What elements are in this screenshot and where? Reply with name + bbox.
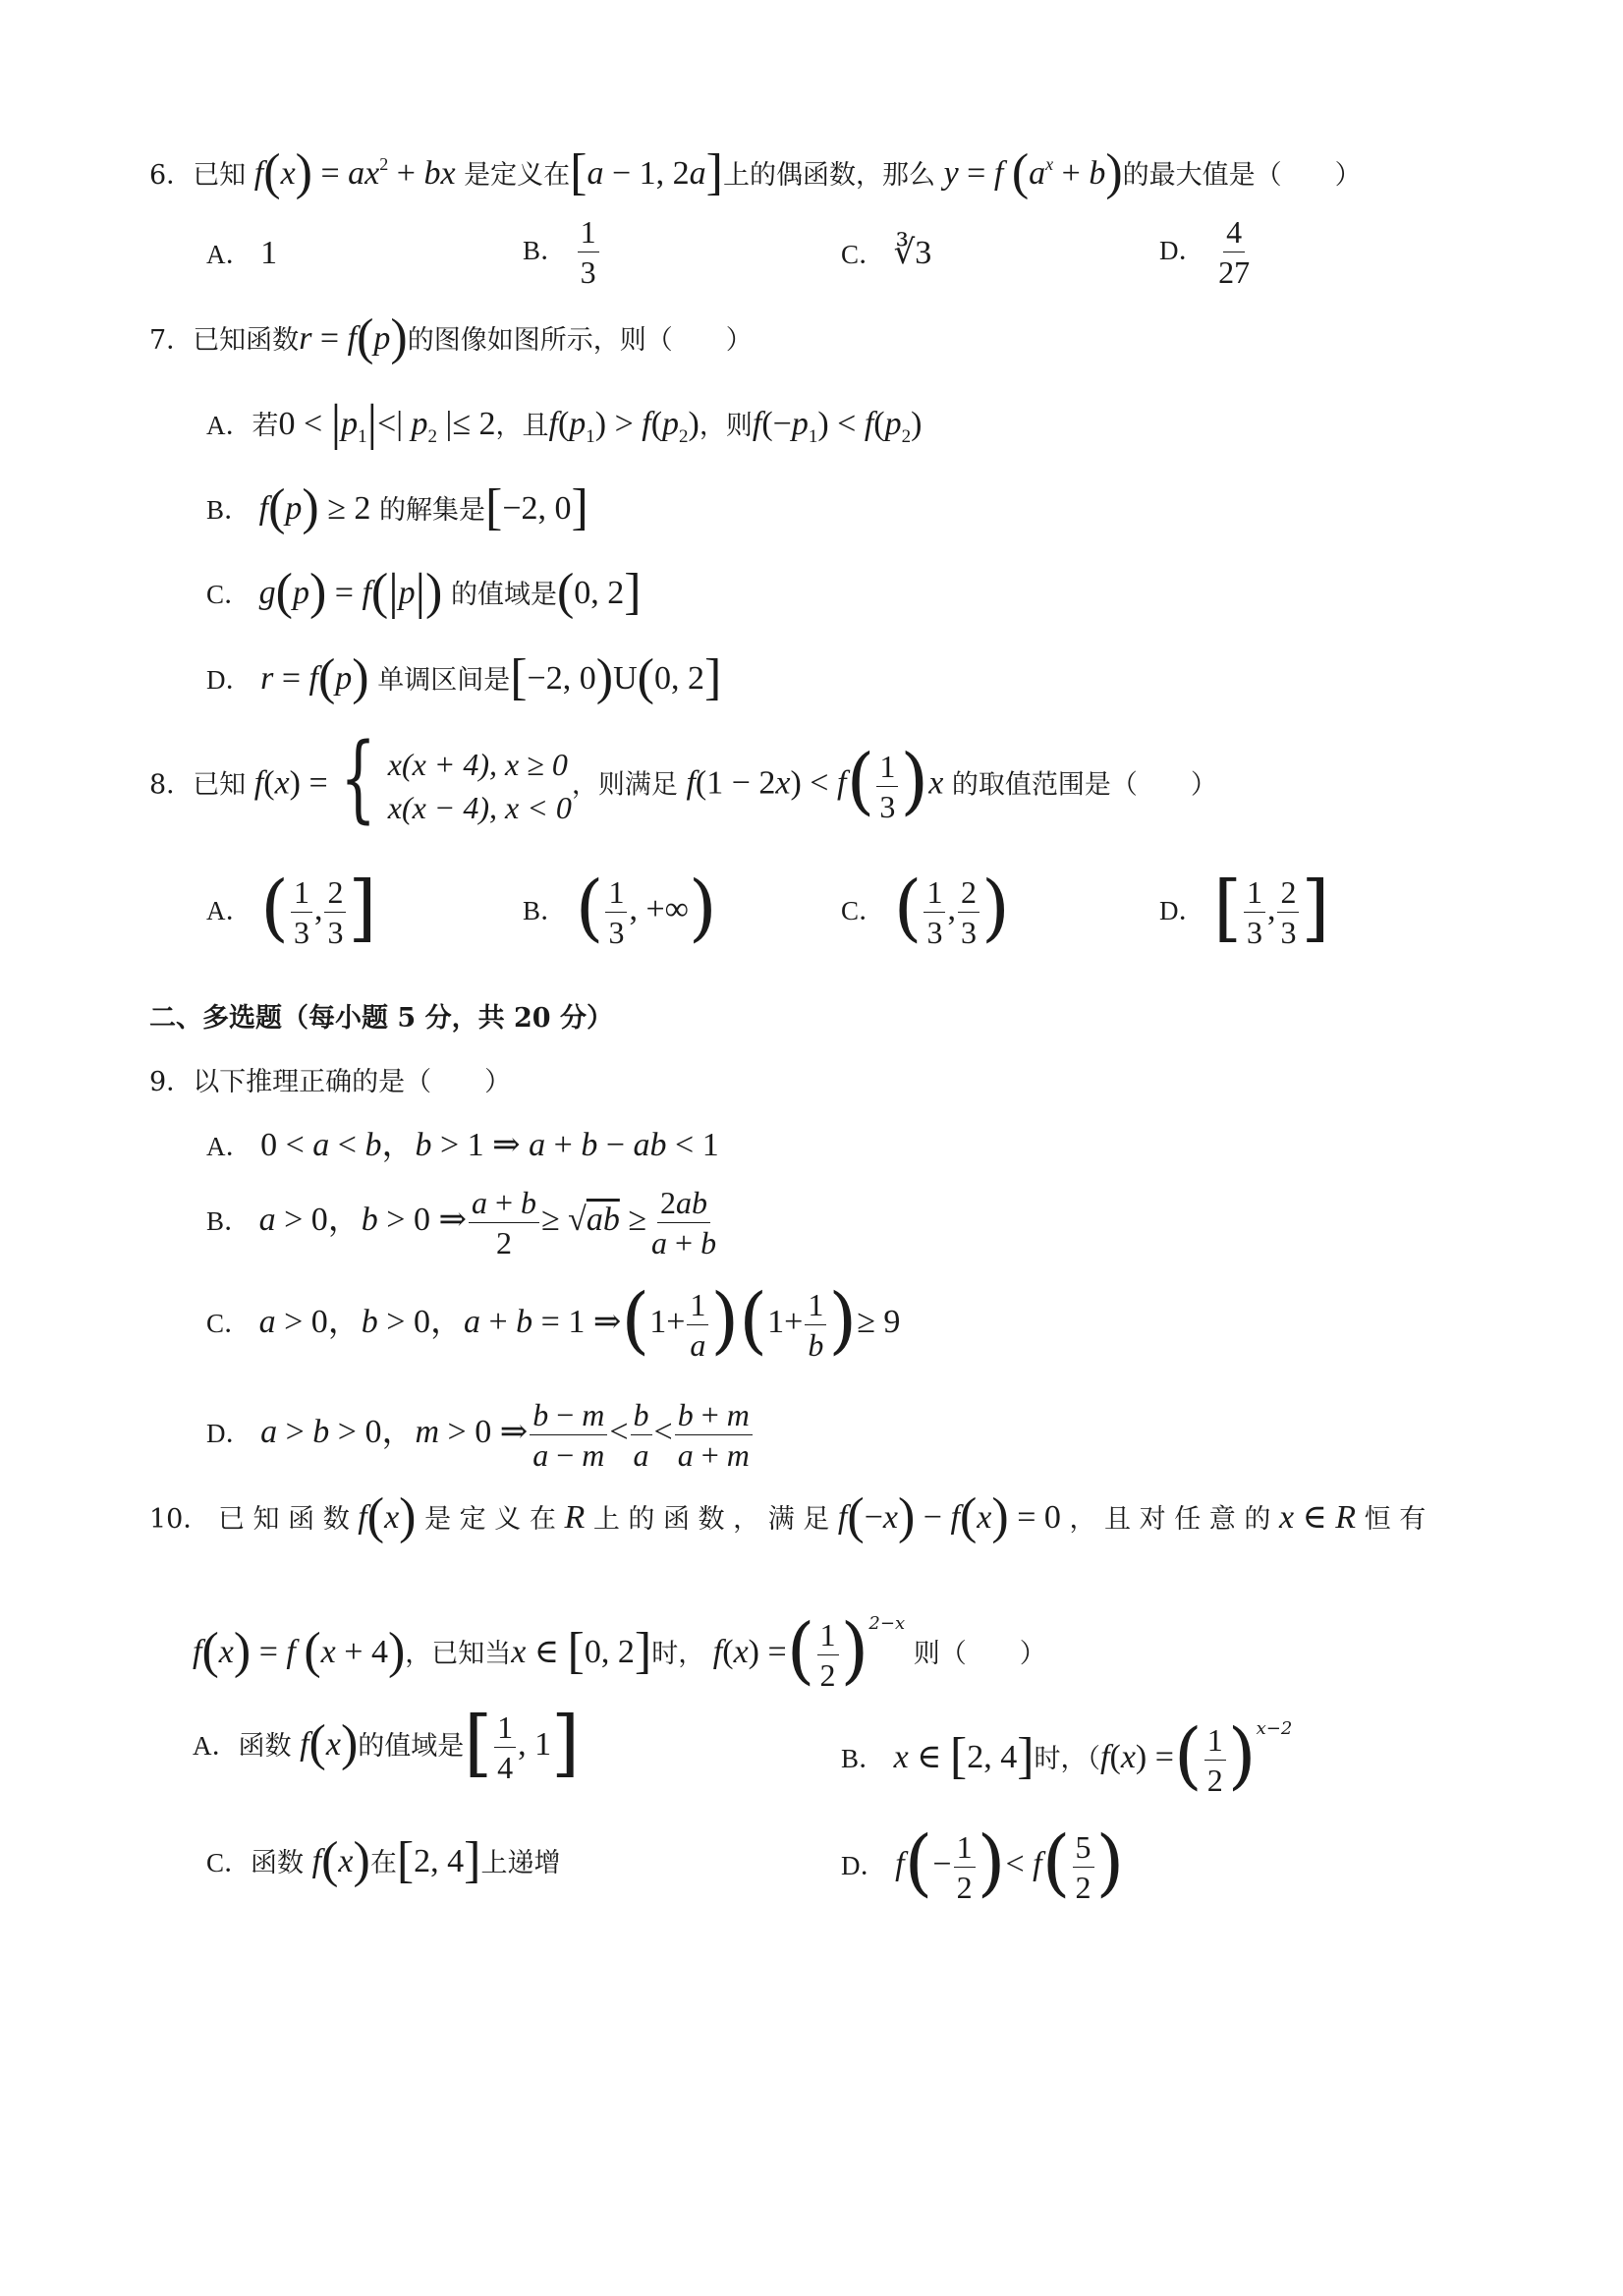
q8-option-b: B． ( $\frac{1}{3}$ , +∞) xyxy=(523,865,717,950)
q7-option-d: D． r = f(p) 单调区间是[−2, 0)U(0, 2] xyxy=(206,649,722,706)
q10-stem-line1: 10． 已 知 函 数 f(x) 是 定 义 在 R 上 的 函 数 ， 满 足 f(−x) − f(x) = 0 ， 且 对 任 意 的 x ∈ R 恒 有 xyxy=(149,1488,1427,1545)
q9-option-a: A． 0 < a < b，b > 1 ⇒ a + b − ab < 1 xyxy=(206,1127,719,1163)
q8-option-c: C． ( $\frac{1}{3}$ , $\frac{2}{3}$ ) xyxy=(841,865,1010,950)
q8-piecewise: x(x + 4), x ≥ 0 x(x − 4), x < 0 xyxy=(387,747,572,825)
q6-option-d-fraction: $\frac{4}{27}$ xyxy=(1218,214,1251,290)
q6-formula-y: y = f $(a^x + b)$ xyxy=(943,144,1123,201)
q8-stem: 8．已知 f(x) = { x(x + 4), x ≥ 0 x(x − 4), x < 0 ，则满足 f(1 − 2x) < f( $\frac{1}{3}$ )x 的取值范围是（ ） xyxy=(149,723,1217,833)
q7-stem: 7．已知函数r = f(p)的图像如图所示，则（ ） xyxy=(149,309,753,366)
q7-option-b: B． f(p) ≥ 2 的解集是[−2, 0] xyxy=(206,479,588,536)
q6-number: 6． xyxy=(149,160,194,191)
q9-option-d: D． a > b > 0，m > 0 ⇒ $\frac{b - m}{a - m}$ < $\frac{b}{a}$ < $\frac{b + m}{a + m}$ xyxy=(206,1397,755,1473)
q9-option-b: B． a > 0，b > 0 ⇒ $\frac{a + b}{2}$ ≥ √ab ≥ $\frac{2ab}{a + b}$ xyxy=(206,1185,717,1260)
q7-option-a: A．若$0 < |p_1|<|$ $p_2$ |≤ 2，且$f(p_1) > f(p_2)$，则$f(-p_1) < f(p_2)$ xyxy=(206,395,923,452)
q10-option-b: B． x ∈ [2, 4]时，（f(x) =( $\frac{1}{2}$ )$^{x-2}$ xyxy=(841,1712,1293,1798)
q6-option-c: C． ∛3 xyxy=(841,235,932,271)
q10-option-a: A．函数 f(x)的值域是[ $\frac{1}{4}$ , 1] xyxy=(193,1700,581,1785)
q8-option-a: A． ( $\frac{1}{3}$ , $\frac{2}{3}$ ] xyxy=(206,865,377,950)
section-heading: 二、多选题（每小题 5 分，共 20 分） xyxy=(149,1003,613,1034)
q6-option-b-fraction: $\frac{1}{3}$ xyxy=(578,214,599,290)
q7-option-c: C． g(p) = f(|p|) 的值域是(0, 2] xyxy=(206,564,642,621)
q6-option-d: D． $\frac{4}{27}$ xyxy=(1159,214,1255,290)
q6-interval: [a − 1, 2a] xyxy=(570,144,723,201)
q6-option-b: B． $\frac{1}{3}$ xyxy=(523,214,601,290)
q8-brace: { xyxy=(339,723,376,833)
q8-option-d: D． [ $\frac{1}{3}$ , $\frac{2}{3}$ ] xyxy=(1159,865,1330,950)
q10-option-d: D． f(− $\frac{1}{2}$ )< f( $\frac{5}{2}$ ) xyxy=(841,1820,1125,1905)
q10-option-c: C．函数 f(x)在[2, 4]上递增 xyxy=(206,1832,561,1889)
q9-stem: 9．以下推理正确的是（ ） xyxy=(149,1067,512,1097)
q6-stem: 6．已知 $f(x) = ax^2$ + bx 是定义在[a − 1, 2a]上的偶函数，那么 y = f $(a^x + b)$的最大值是（ ） xyxy=(149,144,1362,201)
q10-stem-line2: f(x) = f (x + 4)，已知当x ∈ [0, 2]时， f(x) =( $\frac{1}{2}$ )$^{2-x}$ 则（ ） xyxy=(193,1607,1046,1693)
q9-option-c: C． a > 0，b > 0，a + b = 1 ⇒(1+ $\frac{1}{a}$ )(1+ $\frac{1}{b}$ )≥ 9 xyxy=(206,1277,901,1363)
q6-option-a: A． 1 xyxy=(206,235,278,271)
q6-formula-f: $f(x) = ax^2$ + bx xyxy=(253,144,456,201)
